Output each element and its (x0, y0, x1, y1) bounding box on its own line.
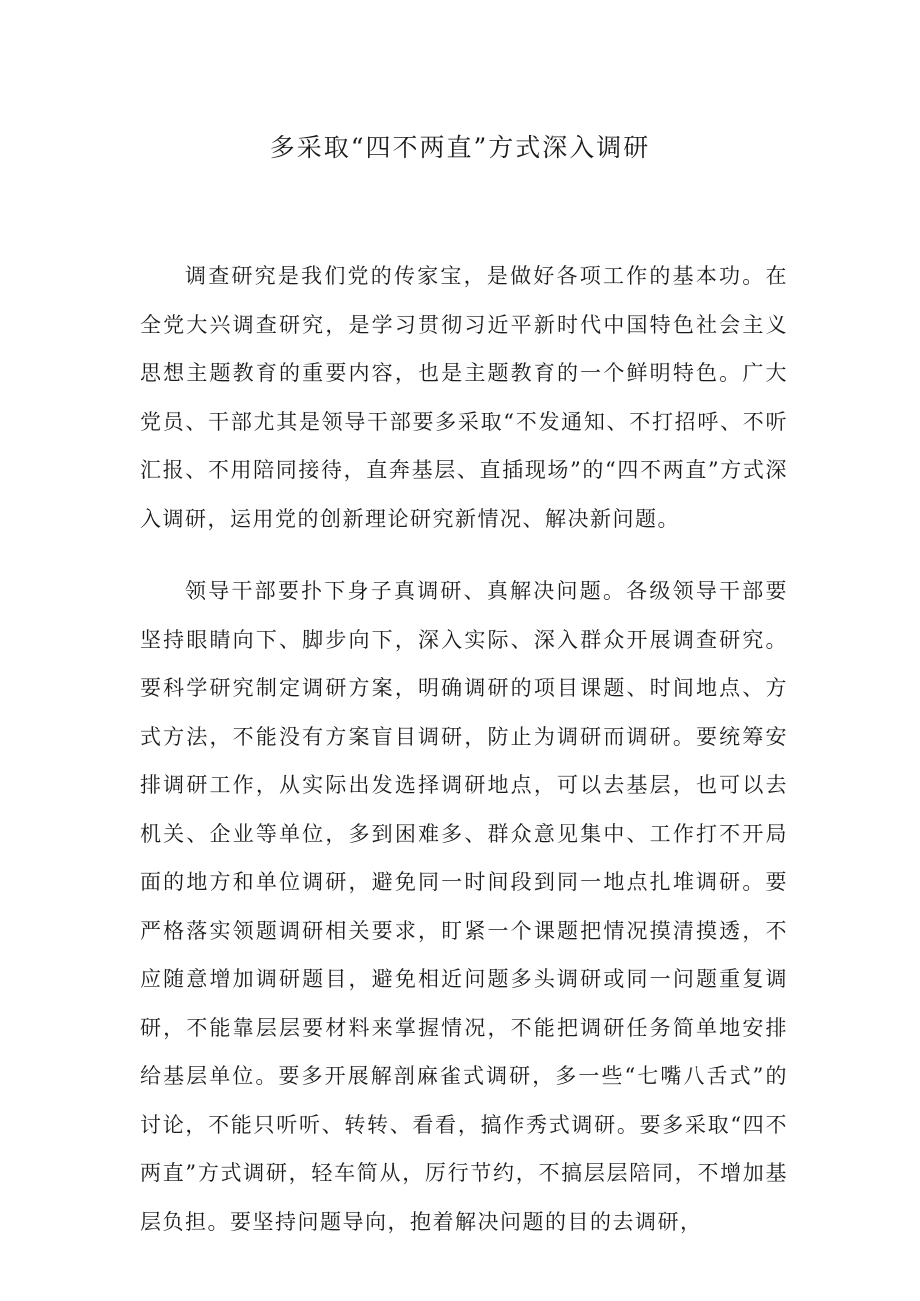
paragraph-1: 调查研究是我们党的传家宝，是做好各项工作的基本功。在全党大兴调查研究，是学习贯彻习近平新时代中国特色社会主义思想主题教育的重要内容，也是主题教育的一个鲜明特色。广大党员、干部尤其是领导干部要多采取“不发通知、不打招呼、不听汇报、不用陪同接待，直奔基层、直插现场”的“四不两直”方式深入调研，运用党的创新理论研究新情况、解决新问题。 (140, 264, 788, 531)
paragraph-2: 领导干部要扑下身子真调研、真解决问题。各级领导干部要坚持眼睛向下、脚步向下，深入实际、深入群众开展调查研究。要科学研究制定调研方案，明确调研的项目课题、时间地点、方式方法，不能没有方案盲目调研，防止为调研而调研。要统筹安排调研工作，从实际出发选择调研地点，可以去基层，也可以去机关、企业等单位，多到困难多、群众意见集中、工作打不开局面的地方和单位调研，避免同一时间段到同一地点扎堆调研。要严格落实领题调研相关要求，盯紧一个课题把情况摸清摸透，不应随意增加调研题目，避免相近问题多头调研或同一问题重复调研，不能靠层层要材料来掌握情况，不能把调研任务简单地安排给基层单位。要多开展解剖麻雀式调研，多一些“七嘴八舌式”的讨论，不能只听听、转转、看看，搞作秀式调研。要多采取“四不两直”方式调研，轻车简从，厉行节约，不搞层层陪同，不增加基层负担。要坚持问题导向，抱着解决问题的目的去调研， (140, 579, 788, 1234)
document-title: 多采取“四不两直”方式深入调研 (269, 133, 651, 162)
document-body (140, 252, 788, 1270)
